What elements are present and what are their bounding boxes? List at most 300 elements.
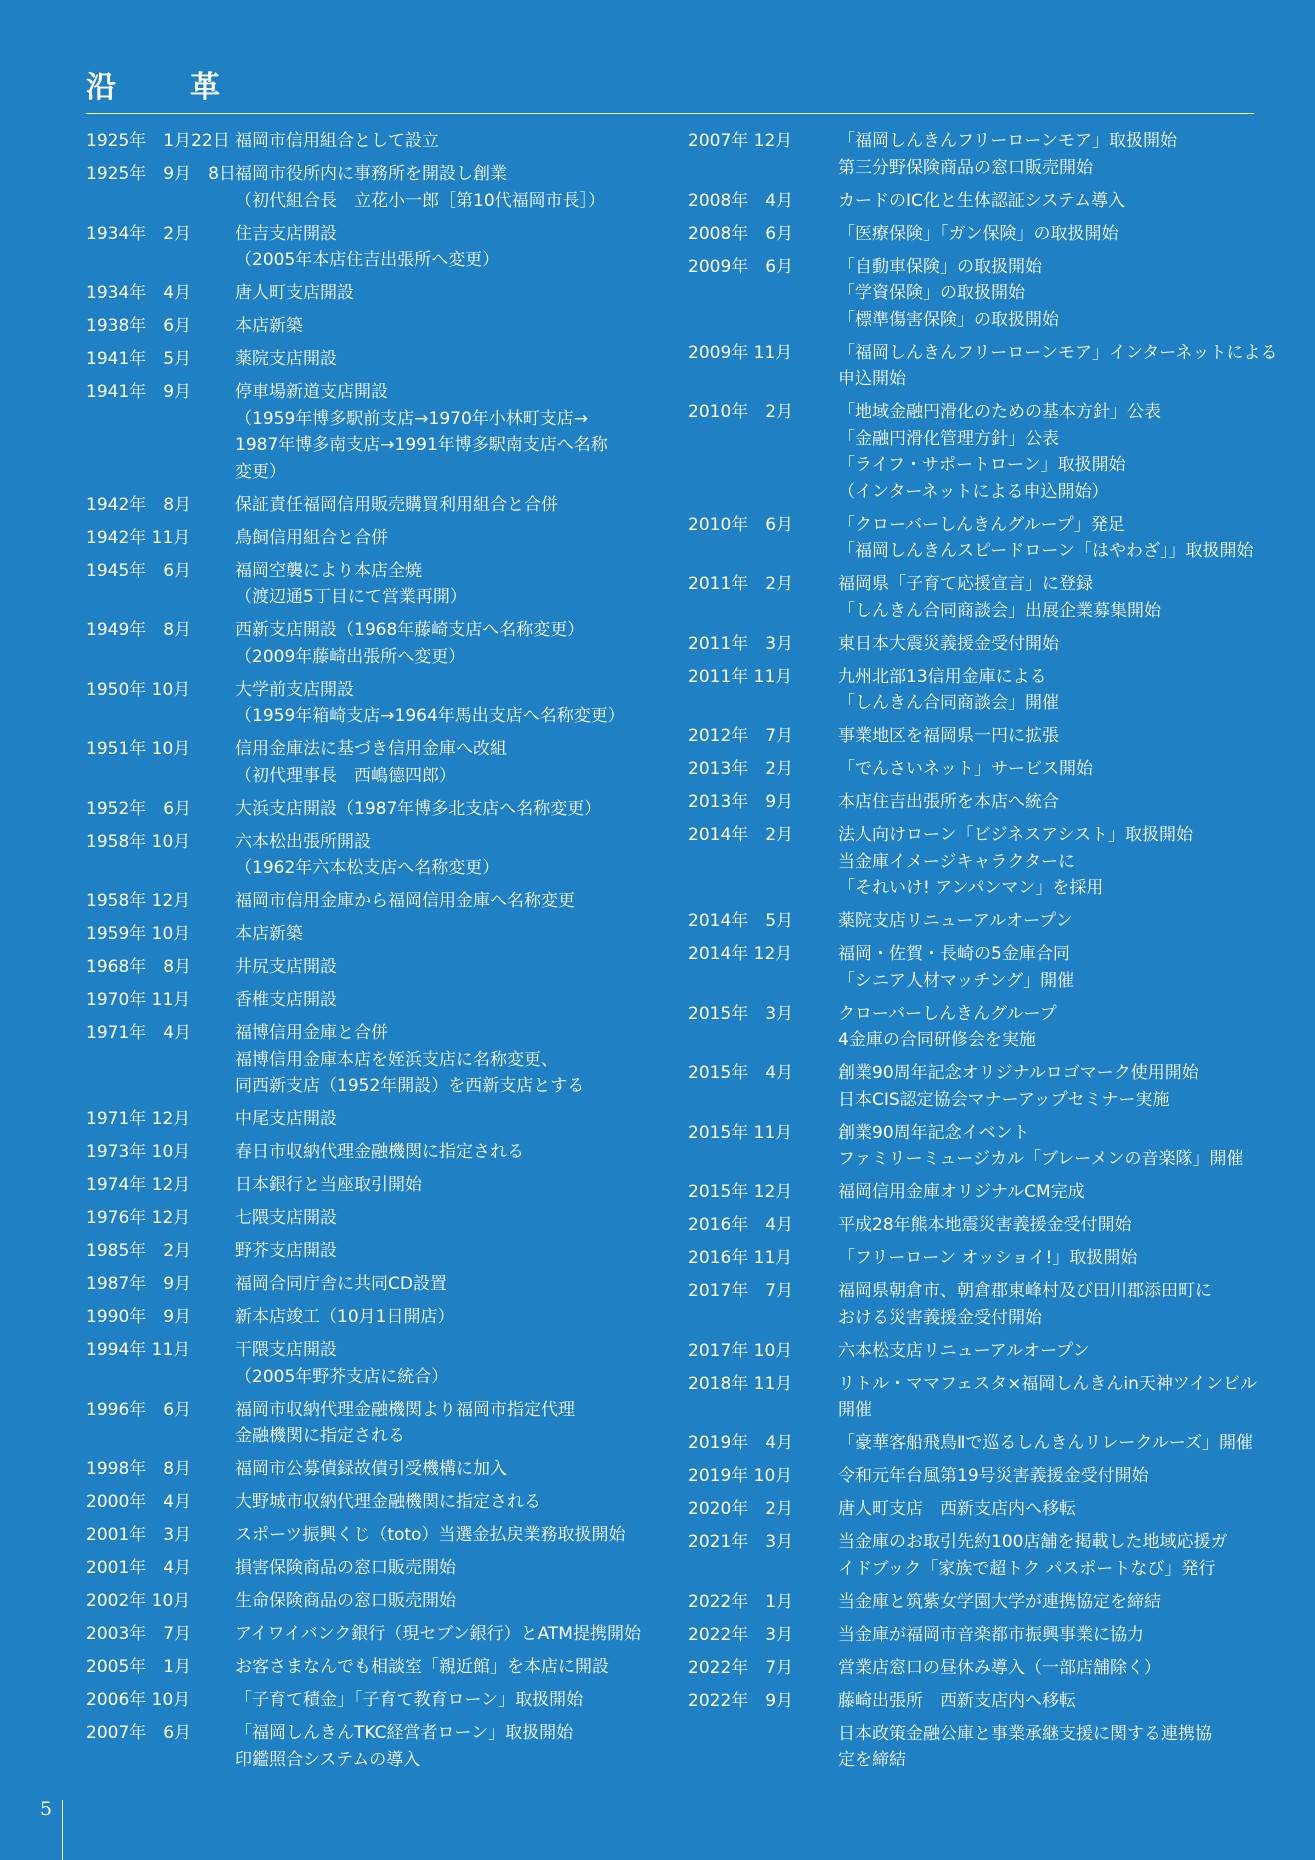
entry-date: 1934年 4月	[86, 283, 192, 303]
entry-line: 新本店竣工（10月1日開店）	[235, 1307, 455, 1327]
history-entry	[688, 571, 1262, 624]
entry-line: 「それいけ! アンパンマン」を採用	[838, 878, 1104, 898]
entry-line: 鳥飼信用組合と合併	[235, 527, 388, 548]
entry-line: 印鑑照合システムの導入	[235, 1749, 421, 1770]
entry-line: 九州北部13信用金庫による	[838, 666, 1047, 687]
entry-line: 第三分野保険商品の窓口販売開始	[838, 157, 1093, 178]
entry-line: 福岡市信用組合として設立	[235, 131, 439, 151]
history-entry	[688, 1212, 1262, 1239]
history-entry	[688, 1430, 1262, 1457]
history-entry	[688, 1655, 1262, 1682]
entry-line: 薬院支店開設	[235, 349, 337, 369]
entry-line: 「金融円滑化管理方針」公表	[838, 428, 1059, 449]
entry-date: 2013年 9月	[688, 792, 794, 812]
entry-line: 野芥支店開設	[235, 1241, 337, 1261]
entry-date: 2015年 11月	[688, 1122, 793, 1143]
entry-line: 「子育て積金」「子育て教育ローン」取扱開始	[235, 1690, 584, 1710]
entry-description	[838, 756, 1262, 783]
history-entry	[688, 128, 1262, 181]
history-entry	[86, 1522, 656, 1549]
history-entry	[86, 280, 656, 307]
entry-description	[838, 1721, 1262, 1774]
history-entry	[86, 888, 656, 915]
history-entry	[688, 254, 1262, 334]
entry-line: 唐人町支店 西新支店内へ移転	[838, 1499, 1076, 1519]
entry-description	[235, 1304, 656, 1331]
entry-line: 福岡空襲により本店全焼	[235, 560, 422, 581]
entry-line: 定を締結	[838, 1750, 906, 1770]
entry-date: 1958年 12月	[86, 891, 191, 911]
entry-line: （渡辺通5丁目にて営業再開）	[235, 587, 467, 607]
entry-line: 「クローバーしんきんグループ」発足	[838, 514, 1125, 535]
history-entry	[688, 1688, 1262, 1715]
history-entry	[86, 1304, 656, 1331]
entry-line: （2009年藤崎出張所へ変更）	[235, 646, 466, 667]
history-entry	[86, 1205, 656, 1232]
entry-date: 2016年 11月	[688, 1248, 793, 1268]
entry-description	[838, 723, 1262, 750]
entry-description	[235, 1687, 656, 1714]
entry-description	[838, 1463, 1262, 1490]
entry-line: （インターネットによる申込開始）	[838, 481, 1109, 502]
entry-date: 1970年 11月	[86, 990, 191, 1010]
history-entry	[86, 736, 656, 789]
entry-date: 1971年 4月	[86, 1023, 192, 1043]
entry-description	[838, 1212, 1262, 1239]
entry-line: 4金庫の合同研修会を実施	[838, 1030, 1036, 1050]
entry-line: 変更）	[235, 461, 286, 482]
entry-description	[838, 399, 1262, 505]
entry-date: 2002年 10月	[86, 1591, 191, 1611]
page-number-divider	[62, 1800, 63, 1860]
entry-line: 日本CIS認定協会マナーアップセミナー実施	[838, 1089, 1170, 1110]
entry-description	[235, 796, 656, 823]
entry-description	[235, 1337, 656, 1390]
history-entry	[688, 1496, 1262, 1523]
entry-line: 福博信用金庫と合併	[235, 1023, 388, 1043]
history-entry	[86, 1106, 656, 1133]
history-entry	[688, 756, 1262, 783]
history-entry	[86, 1397, 656, 1450]
entry-line: アイワイバンク銀行（現セブン銀行）とATM提携開始	[235, 1624, 641, 1644]
entry-date: 2016年 4月	[688, 1215, 794, 1235]
entry-line: 当金庫と筑紫女学園大学が連携協定を締結	[838, 1591, 1161, 1612]
entry-date: 1996年 6月	[86, 1399, 192, 1420]
entry-date: 1998年 8月	[86, 1459, 192, 1479]
entry-description	[235, 1720, 656, 1773]
entry-description	[235, 1397, 656, 1450]
entry-date: 2005年 1月	[86, 1657, 192, 1677]
entry-description	[235, 1654, 656, 1681]
entry-line: 「地域金融円滑化のための基本方針」公表	[838, 402, 1161, 422]
entry-description	[235, 829, 656, 882]
entry-description	[838, 1688, 1262, 1715]
entry-line: 令和元年台風第19号災害義援金受付開始	[838, 1466, 1149, 1486]
entry-description	[838, 1060, 1262, 1113]
history-entry	[86, 128, 656, 155]
entry-date: 2011年 2月	[688, 574, 794, 594]
entry-date: 2022年 3月	[688, 1624, 794, 1645]
history-entry	[688, 908, 1262, 935]
entry-description	[235, 221, 656, 274]
entry-description	[235, 558, 656, 611]
entry-line: 日本政策金融公庫と事業承継支援に関する連携協	[838, 1723, 1212, 1744]
history-entry	[86, 1489, 656, 1516]
history-entry	[688, 789, 1262, 816]
entry-line: 六本松支店リニューアルオープン	[838, 1340, 1090, 1361]
entry-line: 創業90周年記念イベント	[838, 1122, 1030, 1143]
entry-line: お客さまなんでも相談室「親近館」を本店に開設	[235, 1657, 609, 1677]
history-column-right	[688, 128, 1278, 1780]
entry-date: 1987年 9月	[86, 1274, 192, 1294]
entry-line: ファミリーミュージカル「ブレーメンの音楽隊」開催	[838, 1149, 1244, 1169]
entry-description	[235, 1522, 656, 1549]
entry-date: 2006年 10月	[86, 1690, 191, 1710]
entry-line: 申込開始	[838, 369, 906, 389]
entry-date: 2015年 12月	[688, 1182, 793, 1202]
entry-description	[235, 1621, 656, 1648]
entry-date: 2014年 5月	[688, 911, 794, 931]
history-entry	[86, 1555, 656, 1582]
entry-line: 「福岡しんきんスピードローン「はやわざ」」取扱開始	[838, 541, 1254, 561]
entry-date: 2019年 4月	[688, 1433, 794, 1453]
entry-date: 2019年 10月	[688, 1466, 793, 1486]
entry-date: 2015年 4月	[688, 1063, 794, 1083]
history-entry	[86, 1456, 656, 1483]
entry-description	[838, 822, 1262, 902]
entry-date: 1990年 9月	[86, 1307, 192, 1327]
entry-description	[235, 617, 656, 670]
entry-description	[838, 1655, 1262, 1682]
entry-line: 事業地区を福岡県一円に拡張	[838, 726, 1059, 746]
history-entry	[688, 723, 1262, 750]
entry-line: クローバーしんきんグループ	[838, 1003, 1057, 1024]
entry-line: 福岡市公募債録故債引受機構に加入	[235, 1459, 507, 1479]
entry-date: 1958年 10月	[86, 831, 191, 852]
entry-description	[838, 1496, 1262, 1523]
history-entry	[688, 1371, 1262, 1424]
entry-description	[235, 525, 656, 552]
history-entry	[688, 1463, 1262, 1490]
entry-date: 2017年 7月	[688, 1281, 794, 1301]
entry-line: 当金庫が福岡市音楽都市振興事業に協力	[838, 1624, 1144, 1645]
entry-line: 保証責任福岡信用販売購買利用組合と合併	[235, 494, 558, 515]
history-entry	[86, 1654, 656, 1681]
entry-line: （1959年箱崎支店→1964年馬出支店へ名称変更）	[235, 706, 625, 726]
entry-description	[235, 492, 656, 519]
entry-line: 創業90周年記念オリジナルロゴマーク使用開始	[838, 1063, 1199, 1083]
entry-date: 2007年 12月	[688, 131, 793, 151]
entry-description	[838, 512, 1262, 565]
history-entry	[688, 1001, 1262, 1054]
entry-date: 2022年 7月	[688, 1657, 794, 1678]
entry-date: 2018年 11月	[688, 1373, 793, 1394]
entry-line: 「福岡しんきんフリーローンモア」取扱開始	[838, 131, 1177, 151]
history-entry	[86, 1720, 656, 1773]
entry-line: 「標準傷害保険」の取扱開始	[838, 309, 1059, 330]
entry-description	[838, 221, 1262, 248]
entry-description	[235, 954, 656, 981]
entry-line: 東日本大震災義援金受付開始	[838, 633, 1059, 654]
entry-date: 2012年 7月	[688, 726, 794, 746]
entry-date: 1941年 5月	[86, 349, 192, 369]
entry-description	[235, 1139, 656, 1166]
entry-line: 営業店窓口の昼休み導入（一部店舗除く）	[838, 1657, 1161, 1678]
entry-line: 大野城市収納代理金融機関に指定される	[235, 1492, 541, 1512]
entry-date: 2007年 6月	[86, 1723, 192, 1743]
entry-date: 2015年 3月	[688, 1003, 794, 1024]
entry-date: 1959年 10月	[86, 924, 191, 944]
entry-description	[838, 128, 1262, 181]
entry-description	[838, 908, 1262, 935]
history-entry	[86, 1139, 656, 1166]
history-entry	[688, 399, 1262, 505]
entry-description	[235, 161, 656, 214]
entry-line: 福岡市信用金庫から福岡信用金庫へ名称変更	[235, 891, 575, 911]
entry-description	[235, 921, 656, 948]
history-entry	[688, 1060, 1262, 1113]
entry-line: 当金庫のお取引先約100店舗を掲載した地域応援ガ	[838, 1532, 1228, 1552]
entry-line: （初代理事長 西嶋德四郎）	[235, 765, 456, 786]
entry-description	[838, 1120, 1262, 1173]
entry-date: 1973年 10月	[86, 1142, 191, 1162]
entry-date: 2014年 12月	[688, 944, 793, 964]
entry-description	[838, 1338, 1262, 1365]
entry-line: リトル・ママフェスタ×福岡しんきんin天神ツインビル	[838, 1373, 1258, 1394]
entry-date: 2003年 7月	[86, 1624, 192, 1644]
entry-description	[235, 1238, 656, 1265]
history-entry	[86, 829, 656, 882]
entry-description	[235, 313, 656, 340]
entry-line: 法人向けローン「ビジネスアシスト」取扱開始	[838, 825, 1193, 845]
entry-line: 平成28年熊本地震災害義援金受付開始	[838, 1215, 1132, 1235]
entry-description	[235, 280, 656, 307]
history-entry	[86, 1238, 656, 1265]
history-entry	[688, 1622, 1262, 1649]
entry-line: 大浜支店開設（1987年博多北支店へ名称変更）	[235, 798, 602, 819]
entry-line: 停車場新道支店開設	[235, 382, 388, 402]
entry-date: 2017年 10月	[688, 1340, 793, 1361]
entry-date: 1942年 8月	[86, 494, 192, 515]
entry-date: 1994年 11月	[86, 1340, 191, 1360]
entry-line: おける災害義援金受付開始	[838, 1307, 1042, 1328]
page-title: 沿 革	[86, 70, 242, 105]
entry-line: 七隈支店開設	[235, 1208, 337, 1228]
entry-description	[235, 379, 656, 485]
history-entry	[86, 1337, 656, 1390]
entry-line: 福岡合同庁舎に共同CD設置	[235, 1274, 447, 1294]
entry-line: （1959年博多駅前支店→1970年小林町支店→	[235, 408, 589, 429]
entry-date	[688, 1721, 838, 1774]
entry-date: 1949年 8月	[86, 620, 192, 640]
history-entry	[86, 346, 656, 373]
history-entry	[86, 617, 656, 670]
history-entry	[688, 822, 1262, 902]
entry-description	[235, 1588, 656, 1615]
entry-date: 1942年 11月	[86, 527, 191, 548]
entry-description	[235, 1555, 656, 1582]
entry-description	[235, 1020, 656, 1100]
entry-date: 1974年 12月	[86, 1175, 191, 1195]
entry-description	[235, 987, 656, 1014]
entry-line: 福岡市収納代理金融機関より福岡市指定代理	[235, 1399, 575, 1420]
entry-description	[235, 677, 656, 730]
history-entry	[86, 161, 656, 214]
history-entry	[86, 1621, 656, 1648]
entry-description	[838, 254, 1262, 334]
entry-description	[838, 1179, 1262, 1206]
page-number: 5	[40, 1798, 53, 1820]
entry-description	[838, 1430, 1262, 1457]
entry-description	[235, 1271, 656, 1298]
entry-line: 福博信用金庫本店を姪浜支店に名称変更、	[235, 1049, 558, 1070]
entry-date: 2008年 6月	[688, 223, 794, 244]
entry-line: 本店新築	[235, 924, 303, 944]
entry-date: 2009年 6月	[688, 256, 794, 277]
entry-line: 藤崎出張所 西新支店内へ移転	[838, 1690, 1076, 1711]
history-entry	[86, 558, 656, 611]
entry-description	[235, 1205, 656, 1232]
entry-line: 福岡市役所内に事務所を開設し創業	[235, 164, 507, 184]
entry-line: 「福岡しんきんフリーローンモア」インターネットによる	[838, 342, 1278, 363]
history-entry	[688, 1338, 1262, 1365]
entry-line: カードのIC化と生体認証システム導入	[838, 190, 1126, 211]
entry-description	[235, 888, 656, 915]
entry-date: 2011年 11月	[688, 666, 793, 687]
entry-description	[838, 1371, 1262, 1424]
entry-line: 「ライフ・サポートローン」取扱開始	[838, 455, 1126, 475]
history-entry	[688, 1245, 1262, 1272]
history-entry	[86, 921, 656, 948]
entry-line: 「シニア人材マッチング」開催	[838, 970, 1075, 991]
entry-date: 2022年 1月	[688, 1591, 794, 1612]
entry-line: 大学前支店開設	[235, 679, 354, 700]
entry-description	[838, 571, 1262, 624]
entry-description	[235, 736, 656, 789]
entry-line: 「自動車保険」の取扱開始	[838, 256, 1042, 277]
entry-line: 福岡県「子育て応援宣言」に登録	[838, 574, 1093, 594]
entry-line: 六本松出張所開設	[235, 831, 371, 852]
entry-line: 「学資保険」の取扱開始	[838, 283, 1025, 303]
history-entry	[86, 1271, 656, 1298]
entry-date: 1985年 2月	[86, 1241, 192, 1261]
history-entry	[688, 1529, 1262, 1582]
entry-date: 1938年 6月	[86, 316, 192, 336]
title-divider	[86, 113, 1254, 114]
entry-description	[838, 1622, 1262, 1649]
entry-description	[838, 340, 1277, 393]
entry-line: スポーツ振興くじ（toto）当選金払戻業務取扱開始	[235, 1525, 626, 1545]
entry-date: 1976年 12月	[86, 1208, 191, 1228]
entry-date: 1925年 9月 8日	[86, 164, 236, 184]
entry-line: 金融機関に指定される	[235, 1426, 405, 1446]
history-entry	[688, 664, 1262, 717]
entry-date: 2010年 6月	[688, 514, 794, 535]
entry-date: 2001年 4月	[86, 1558, 192, 1578]
history-entry	[86, 1687, 656, 1714]
history-entry	[688, 941, 1262, 994]
entry-line: 福岡・佐賀・長崎の5金庫合同	[838, 944, 1070, 964]
entry-line: 薬院支店リニューアルオープン	[838, 911, 1073, 931]
entry-line: 「福岡しんきんTKC経営者ローン」取扱開始	[235, 1723, 574, 1743]
entry-date: 2013年 2月	[688, 759, 794, 779]
history-entry	[688, 1120, 1262, 1173]
history-entry	[86, 525, 656, 552]
entry-date: 1952年 6月	[86, 798, 192, 819]
entry-date: 2008年 4月	[688, 190, 794, 211]
entry-date: 2014年 2月	[688, 825, 794, 845]
entry-date: 1934年 2月	[86, 223, 192, 244]
history-entry	[688, 188, 1262, 215]
entry-description	[838, 188, 1262, 215]
entry-date: 2011年 3月	[688, 633, 794, 654]
entry-description	[838, 941, 1262, 994]
entry-line: 同西新支店（1952年開設）を西新支店とする	[235, 1076, 585, 1096]
entry-line: 西新支店開設（1968年藤崎支店へ名称変更）	[235, 620, 585, 640]
history-entry	[86, 677, 656, 730]
entry-date: 1951年 10月	[86, 739, 191, 759]
entry-description	[235, 1106, 656, 1133]
entry-line: （2005年野芥支店に統合）	[235, 1366, 449, 1387]
entry-line: イドブック「家族で超トク パスポートなび」発行	[838, 1558, 1216, 1579]
entry-line: 春日市収納代理金融機関に指定される	[235, 1142, 524, 1162]
history-entry	[86, 492, 656, 519]
history-entry	[86, 1020, 656, 1100]
entry-line: 「でんさいネット」サービス開始	[838, 759, 1093, 779]
entry-line: 1987年博多南支店→1991年博多駅南支店へ名称	[235, 435, 608, 455]
entry-line: 損害保険商品の窓口販売開始	[235, 1558, 456, 1578]
history-entry	[688, 221, 1262, 248]
entry-line: 信用金庫法に基づき信用金庫へ改組	[235, 739, 507, 759]
entry-line: 唐人町支店開設	[235, 283, 354, 303]
entry-line: 「しんきん合同商談会」開催	[838, 693, 1059, 713]
entry-date: 1941年 9月	[86, 382, 192, 402]
entry-description	[235, 346, 656, 373]
entry-description	[838, 1001, 1262, 1054]
entry-date: 2022年 9月	[688, 1690, 794, 1711]
entry-date: 2010年 2月	[688, 402, 794, 422]
entry-line: 日本銀行と当座取引開始	[235, 1175, 422, 1195]
entry-description	[838, 1529, 1262, 1582]
entry-line: 本店住吉出張所を本店へ統合	[838, 792, 1059, 812]
history-entry	[86, 954, 656, 981]
history-entry	[86, 987, 656, 1014]
entry-date: 2020年 2月	[688, 1499, 794, 1519]
entry-line: 香椎支店開設	[235, 990, 337, 1010]
entry-description	[838, 1245, 1262, 1272]
entry-line: 干隈支店開設	[235, 1340, 337, 1360]
entry-description	[838, 1278, 1262, 1331]
entry-line: 「フリーローン オッショイ!」取扱開始	[838, 1248, 1138, 1268]
entry-line: 福岡信用金庫オリジナルCM完成	[838, 1182, 1085, 1202]
entry-date: 2000年 4月	[86, 1492, 192, 1512]
history-entry	[688, 340, 1278, 393]
history-entry	[86, 796, 656, 823]
entry-line: 当金庫イメージキャラクターに	[838, 851, 1076, 872]
entry-line: 本店新築	[235, 316, 303, 336]
entry-description	[838, 664, 1262, 717]
history-entry	[688, 631, 1262, 658]
entry-line: 「しんきん合同商談会」出展企業募集開始	[838, 600, 1161, 621]
entry-description	[235, 1489, 656, 1516]
history-column-left	[86, 128, 656, 1780]
entry-line: 開催	[838, 1400, 872, 1420]
entry-line: 中尾支店開設	[235, 1109, 337, 1129]
history-entry	[86, 1588, 656, 1615]
history-entry	[86, 1172, 656, 1199]
entry-description	[838, 789, 1262, 816]
entry-line: 住吉支店開設	[235, 223, 337, 244]
